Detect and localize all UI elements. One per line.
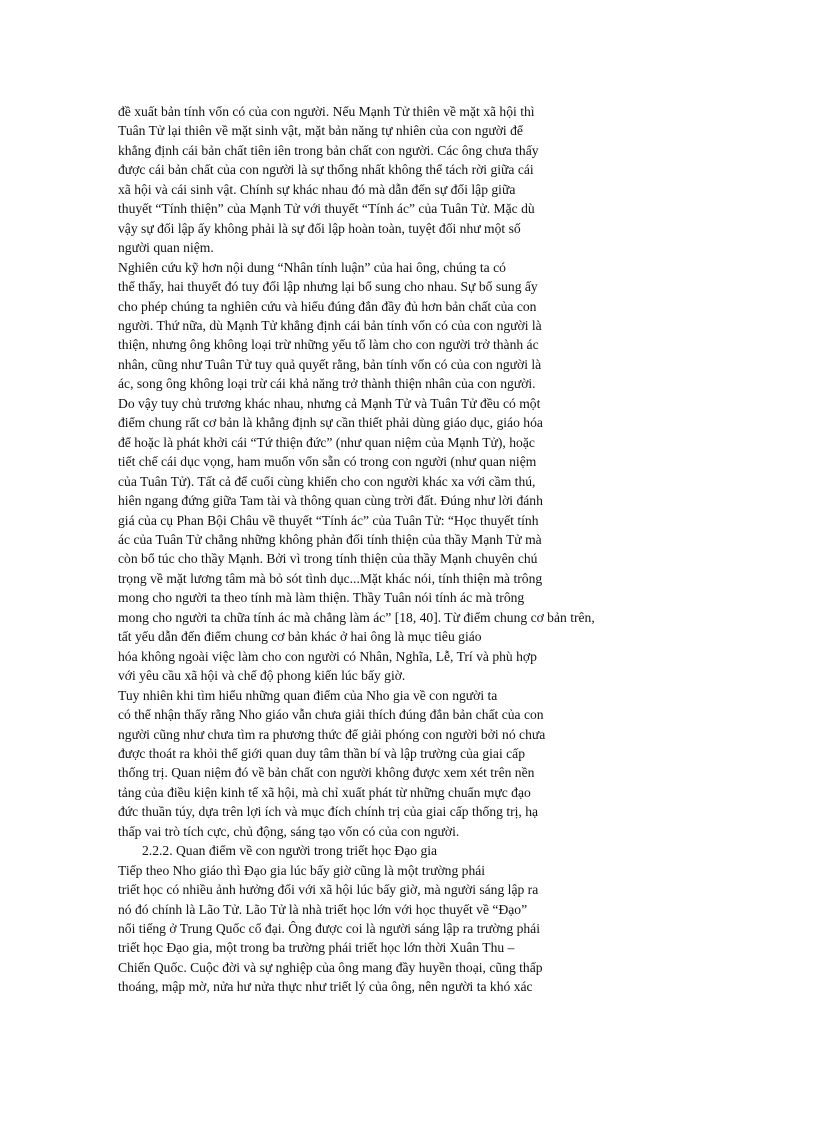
text-line: triết học có nhiều ảnh hưởng đối với xã hội lúc bấy giờ, mà người sáng lập ra (118, 882, 539, 898)
text-line: thuyết “Tính thiện” của Mạnh Tử với thuyết “Tính ác” của Tuân Tử. Mặc dù (118, 201, 535, 217)
text-line: tất yếu dẫn đến điểm chung cơ bản khác ở hai ông là mục tiêu giáo (118, 629, 482, 645)
text-line: đức thuần túy, dựa trên lợi ích và mục đích chính trị của giai cấp thống trị, hạ (118, 804, 539, 820)
text-line: người cũng như chưa tìm ra phương thức để giải phóng con người bởi nó chưa (118, 726, 546, 742)
text-line: tảng của điều kiện kinh tế xã hội, mà chỉ xuất phát từ những chuẩn mực đạo (118, 784, 531, 800)
text-line: thể thấy, hai thuyết đó tuy đối lập nhưng lại bổ sung cho nhau. Sự bổ sung ấy (118, 279, 538, 295)
text-line: nổi tiếng ở Trung Quốc cổ đại. Ông được coi là người sáng lập ra trường phái (118, 921, 540, 937)
text-line: trọng về mặt lương tâm mà bỏ sót tình dục...Mặt khác nói, tính thiện mà trông (118, 570, 543, 586)
text-line: Tuy nhiên khi tìm hiểu những quan điểm của Nho gia về con người ta (118, 687, 498, 703)
text-line: được thoát ra khỏi thế giới quan duy tâm thần bí và lập trường của giai cấp (118, 745, 525, 761)
text-line: có thể nhận thấy rằng Nho giáo vẫn chưa giải thích đúng đắn bản chất của con (118, 707, 544, 723)
text-line: của Tuân Tử). Tất cả để cuối cùng khiến cho con người khác xa với cầm thú, (118, 473, 536, 489)
text-line: người. Thứ nữa, dù Mạnh Tử khẳng định cái bản tính vốn có của con người là (118, 317, 542, 333)
text-line: nó đó chính là Lão Tử. Lão Tử là nhà triết học lớn với học thuyết về “Đạo” (118, 901, 528, 917)
text-line: mong cho người ta chữa tính ác mà chẳng làm ác” [18, 40]. Từ điểm chung cơ bản trên, (118, 609, 595, 625)
text-line: Tiếp theo Nho giáo thì Đạo gia lúc bấy giờ cũng là một trường phái (118, 862, 486, 878)
text-line: mong cho người ta theo tính mà làm thiện. Thầy Tuân nói tính ác mà trông (118, 590, 525, 606)
text-line: để hoặc là phát khởi cái “Tứ thiện đức” (như quan niệm của Mạnh Tử), hoặc (118, 434, 535, 450)
text-line: điểm chung rất cơ bản là khẳng định sự cần thiết phải dùng giáo dục, giáo hóa (118, 415, 543, 431)
body-text (118, 102, 698, 997)
text-line: hóa không ngoài việc làm cho con người có Nhân, Nghĩa, Lễ, Trí và phù hợp (118, 648, 537, 664)
text-line: ác, song ông không loại trừ cái khả năng trở thành thiện nhân của con người. (118, 376, 536, 392)
text-line: nhân, cũng như Tuân Tử tuy quả quyết rằng, bản tính vốn có của con người là (118, 356, 542, 372)
text-line: còn bổ túc cho thầy Mạnh. Bởi vì trong tính thiện của thầy Mạnh chuyên chú (118, 551, 538, 567)
text-line: hiên ngang đứng giữa Tam tài và thông quan cùng trời đất. Đúng như lời đánh (118, 493, 543, 509)
text-line: xã hội và cái sinh vật. Chính sự khác nhau đó mà dẫn đến sự đối lập giữa (118, 181, 516, 197)
text-line: được cái bản chất của con người là sự thống nhất không thể tách rời giữa cái (118, 162, 534, 178)
text-line: Do vậy tuy chủ trương khác nhau, nhưng cả Mạnh Tử và Tuân Tử đều có một (118, 395, 541, 411)
text-line: thống trị. Quan niệm đó về bản chất con người không được xem xét trên nền (118, 765, 535, 781)
text-line: thiện, nhưng ông không loại trừ những yếu tố làm cho con người trở thành ác (118, 337, 539, 353)
text-line: đề xuất bản tính vốn có của con người. Nếu Mạnh Tử thiên về mặt xã hội thì (118, 104, 535, 119)
text-line: cho phép chúng ta nghiên cứu và hiểu đúng đắn đầy đủ hơn bản chất của con (118, 298, 537, 314)
section-heading: 2.2.2. Quan điểm về con người trong triết học Đạo gia (142, 843, 438, 859)
text-line: ác của Tuân Tử chẳng những không phản đối tính thiện của thầy Mạnh Tử mà (118, 531, 542, 547)
text-line: người quan niệm. (118, 240, 214, 256)
text-line: Chiến Quốc. Cuộc đời và sự nghiệp của ông mang đầy huyền thoại, cũng thấp (118, 959, 543, 975)
text-line: giá của cụ Phan Bội Châu về thuyết “Tính ác” của Tuân Tử: “Học thuyết tính (118, 512, 539, 528)
text-line: thấp vai trò tích cực, chủ động, sáng tạo vốn có của con người. (118, 823, 460, 839)
text-line: Nghiên cứu kỹ hơn nội dung “Nhân tính luận” của hai ông, chúng ta có (118, 259, 506, 275)
text-line: với yêu cầu xã hội và chế độ phong kiến lúc bấy giờ. (118, 668, 406, 684)
text-line: khẳng định cái bản chất tiên iên trong bản chất con người. Các ông chưa thấy (118, 142, 539, 158)
text-line: tiết chế cái dục vọng, ham muốn vốn sẵn có trong con người (như quan niệm (118, 454, 537, 470)
text-line: vậy sự đối lập ấy không phải là sự đối lập hoàn toàn, tuyệt đối như một số (118, 220, 521, 236)
text-line: Tuân Tử lại thiên về mặt sinh vật, mặt bản năng tự nhiên của con người để (118, 123, 523, 139)
text-line: thoáng, mập mờ, nửa hư nửa thực như triết lý của ông, nên người ta khó xác (118, 979, 533, 995)
text-line: triết học Đạo gia, một trong ba trường phái triết học lớn thời Xuân Thu – (118, 940, 515, 956)
